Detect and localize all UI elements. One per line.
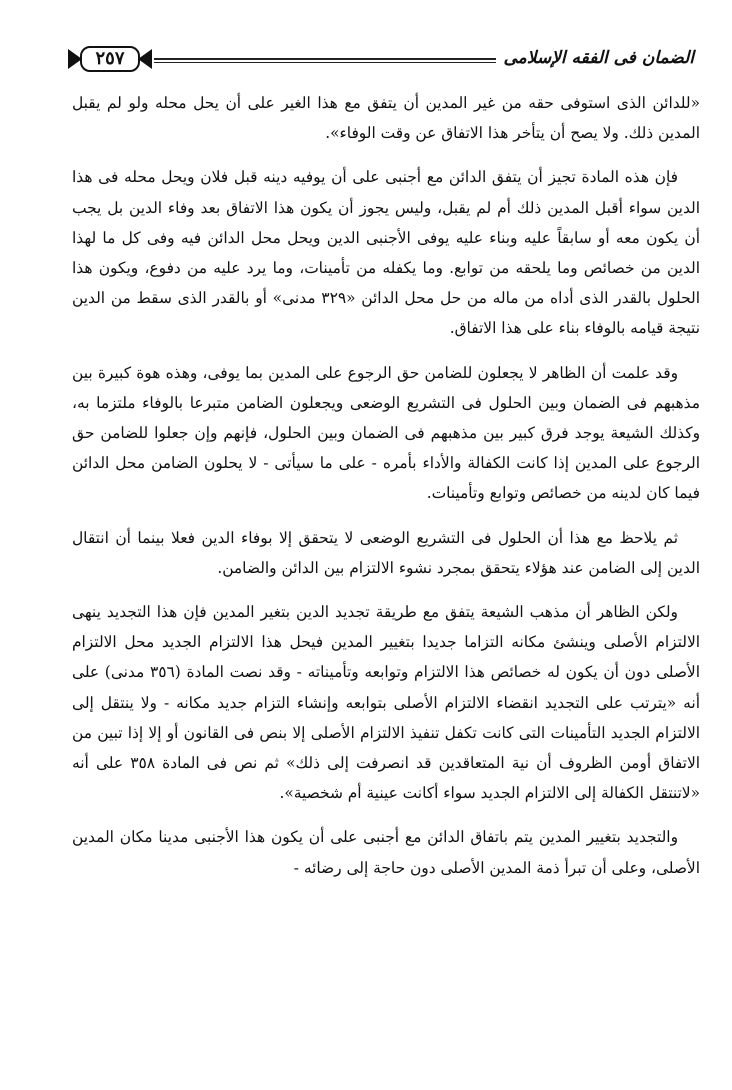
running-title: الضمان فى الفقه الإسلامى [503,48,694,68]
paragraph-4: ثم يلاحظ مع هذا أن الحلول فى التشريع الوضعى لا يتحقق إلا بوفاء الدين فعلا بينما أن انتقال الدين إلى الضامن عند هؤلاء يتحقق بمجرد نشوء الالتزام بين الدائن والضامن. [72,528,700,577]
page-number: ٢٥٧ [95,48,125,69]
paragraph-3: وقد علمت أن الظاهر لا يجعلون للضامن حق الرجوع على المدين بما يوفى، وهذه هوة كبيرة بين مذهبهم فى الضمان وبين الحلول فى التشريع الوضعى ويجعلون الضامن متبرعا بالوفاء ملتزما به، وكذلك الشيعة يوجد فرق كبير بين مذهبهم فى الضمان وبين الحلول، فإنهم وإن جعلوا للضامن حق الرجوع على المدين إذا كانت الكفالة والأداء بأمره - على ما سيأتى - لا يحلون الضامن محل الدائن فيما كان لدينه من خصائص وتوابع وتأمينات. [72,363,700,503]
paragraph-5: ولكن الظاهر أن مذهب الشيعة يتفق مع طريقة تجديد الدين بتغير المدين فإن هذا التجديد ينهى الالتزام الأصلى وينشئ مكانه التزاما جديدا بتغيير المدين فيحل هذا الالتزام الجديد محل الالتزام الأصلى دون أن يكون له خصائص هذا الالتزام وتوابعه وتأميناته - وقد نصت المادة (٣٥٦ مدنى) على أنه «يترتب على التجديد انقضاء الالتزام الأصلى بتوابعه وإنشاء التزام جديد مكانه - ولا ينتقل إلى الالتزام الجديد التأمينات التى كانت تكفل تنفيذ الالتزام الأصلى إلا بنص فى القانون أو إلا إذا تبين من الاتفاق أومن الظروف أن نية المتعاقدين قد انصرفت إلى ذلك» ثم نص فى المادة ٣٥٨ على أنه «لاتنتقل الكفالة إلى الالتزام الجديد سواء أكانت عينية أم شخصية». [72,603,701,803]
header-rule [154,58,496,63]
paragraph-2: فإن هذه المادة تجيز أن يتفق الدائن مع أجنبى على أن يوفيه دينه قبل فلان ويحل محله فى هذا الدين سواء أقبل المدين ذلك أم لم يقبل، وليس يجوز أن يكون هذا الاتفاق بعد وفاء الدين بل يجب أن يكون معه أو سابقاً عليه وبناء عليه يوفى الأجنبى الدين ويحل محل الدائن فيه وفى كل ما لهذا الدين من خصائص وما يلحقه من توابع. وما يكفله من تأمينات، وما يرد عليه من دفوع، ويكون هذا الحلول بالقدر الذى أداه من ماله من حل محل الدائن «٣٢٩ مدنى» أو بالقدر الذى سقط من الدين نتيجة قيامه بالوفاء بناء على هذا الاتفاق. [72,168,700,338]
page-body [72,88,700,897]
running-header [68,46,694,76]
page-number-badge [68,46,152,72]
paragraph-1: «للدائن الذى استوفى حقه من غير المدين أن يتفق مع هذا الغير على أن يحل محله ولو لم يقبل المدين ذلك. ولا يصح أن يتأخر هذا الاتفاق عن وقت الوفاء». [72,94,700,143]
paragraph-6: والتجديد بتغيير المدين يتم باتفاق الدائن مع أجنبى على أن يكون هذا الأجنبى مدينا مكان المدين الأصلى، وعلى أن تبرأ ذمة المدين الأصلى دون حاجة إلى رضائه - [72,828,700,877]
